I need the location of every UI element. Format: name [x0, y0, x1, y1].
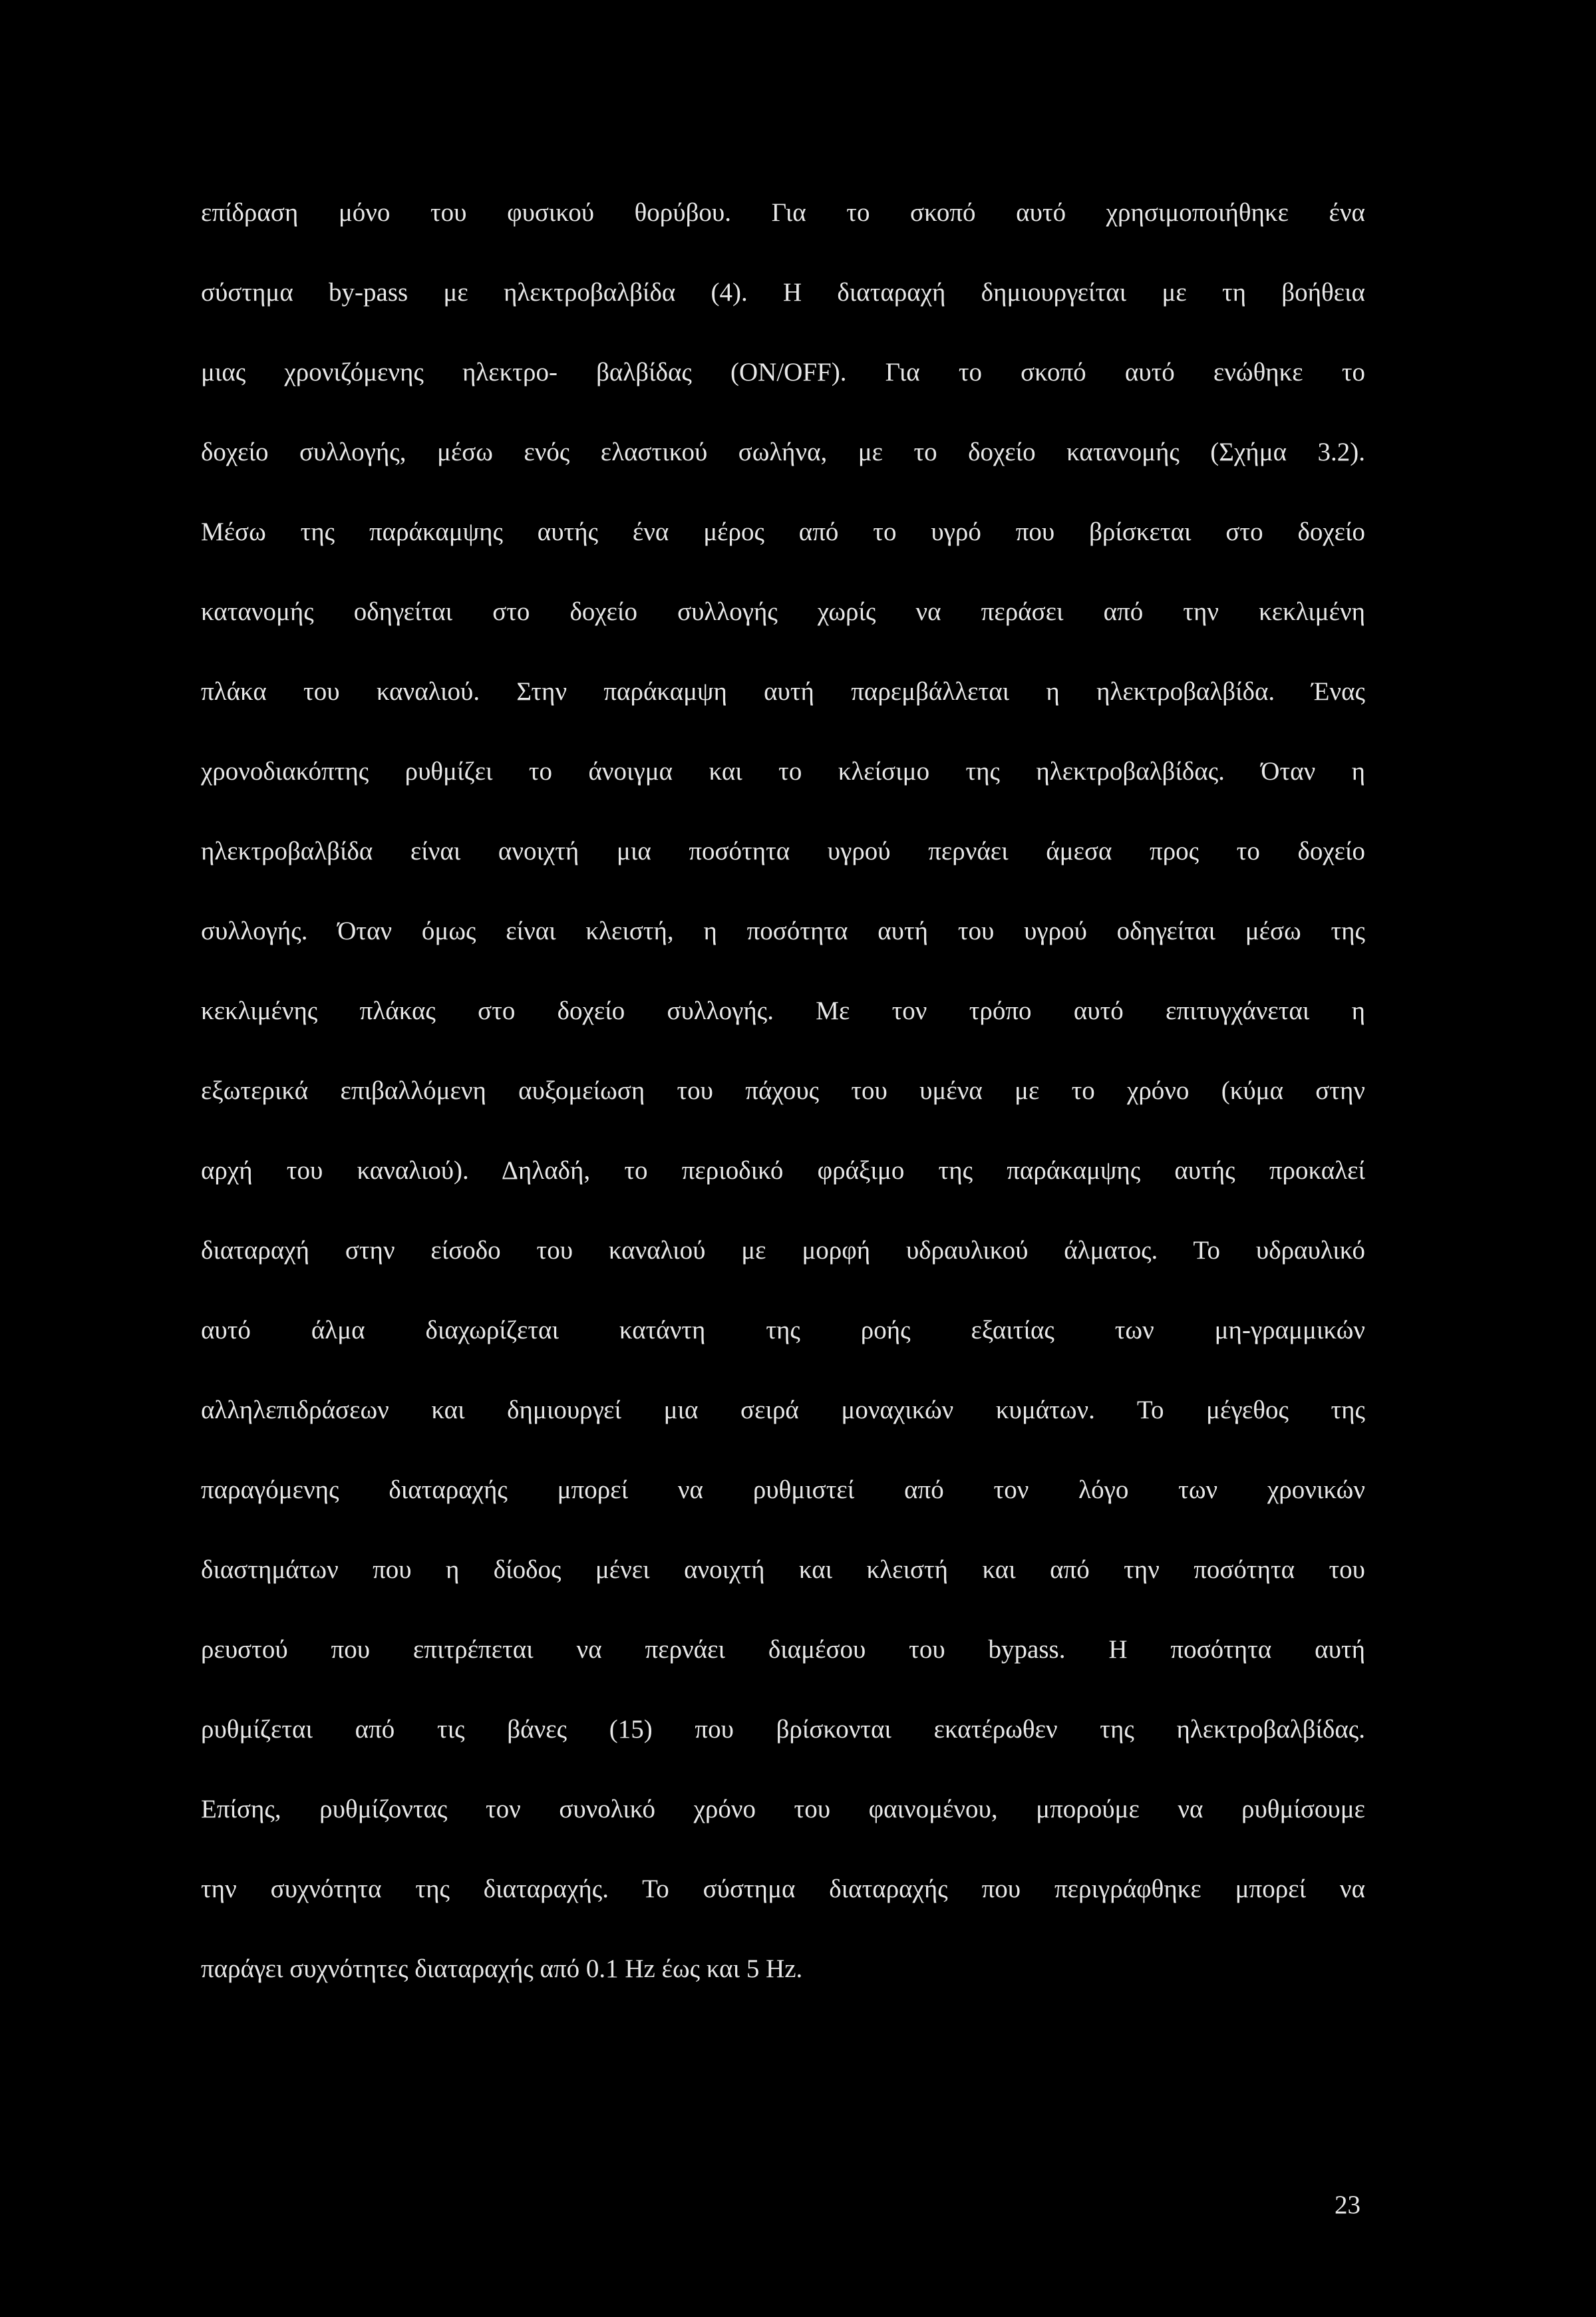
paragraph-line-20: ρυθμίζεται από τις βάνες (15) που βρίσκονται εκατέρωθεν της ηλεκτροβαλβίδας.: [201, 1715, 1365, 1744]
paragraph-line-2: σύστημα by-pass με ηλεκτροβαλβίδα (4). Η διαταραχή δημιουργείται με τη βοήθεια: [201, 278, 1365, 307]
paragraph-line-13: αρχή του καναλιού). Δηλαδή, το περιοδικό φράξιμο της παράκαμψης αυτής προκαλεί: [201, 1156, 1365, 1185]
paragraph-line-19: ρευστού που επιτρέπεται να περνάει διαμέσου του bypass. Η ποσότητα αυτή: [201, 1635, 1365, 1664]
paragraph-line-15: αυτό άλμα διαχωρίζεται κατάντη της ροής εξαιτίας των μη-γραμμικών: [201, 1316, 1365, 1344]
paragraph-line-18: διαστημάτων που η δίοδος μένει ανοιχτή και κλειστή και από την ποσότητα του: [201, 1555, 1365, 1584]
paragraph-line-21: Επίσης, ρυθμίζοντας τον συνολικό χρόνο του φαινομένου, μπορούμε να ρυθμίσουμε: [201, 1795, 1365, 1823]
body-paragraph: [201, 186, 1365, 2022]
paragraph-line-16: αλληλεπιδράσεων και δημιουργεί μια σειρά μοναχικών κυμάτων. Το μέγεθος της: [201, 1396, 1365, 1424]
paragraph-line-3: μιας χρονιζόμενης ηλεκτρο- βαλβίδας (ON/OFF). Για το σκοπό αυτό ενώθηκε το: [201, 358, 1365, 386]
paragraph-line-17: παραγόμενης διαταραχής μπορεί να ρυθμιστεί από τον λόγο των χρονικών: [201, 1475, 1365, 1504]
paragraph-line-6: κατανομής οδηγείται στο δοχείο συλλογής χωρίς να περάσει από την κεκλιμένη: [201, 597, 1365, 626]
page-number: 23: [1335, 2191, 1360, 2219]
paragraph-line-1: επίδραση μόνο του φυσικού θορύβου. Για το σκοπό αυτό χρησιμοποιήθηκε ένα: [201, 198, 1365, 227]
paragraph-line-4: δοχείο συλλογής, μέσω ενός ελαστικού σωλήνα, με το δοχείο κατανομής (Σχήμα 3.2).: [201, 438, 1365, 466]
paragraph-line-7: πλάκα του καναλιού. Στην παράκαμψη αυτή παρεμβάλλεται η ηλεκτροβαλβίδα. Ένας: [201, 677, 1365, 706]
paragraph-line-5: Μέσω της παράκαμψης αυτής ένα μέρος από το υγρό που βρίσκεται στο δοχείο: [201, 518, 1365, 546]
paragraph-line-10: συλλογής. Όταν όμως είναι κλειστή, η ποσότητα αυτή του υγρού οδηγείται μέσω της: [201, 917, 1365, 945]
paragraph-line-14: διαταραχή στην είσοδο του καναλιού με μορφή υδραυλικού άλματος. Το υδραυλικό: [201, 1236, 1365, 1265]
paragraph-line-23: παράγει συχνότητες διαταραχής από 0.1 Hz έως και 5 Hz.: [201, 1954, 803, 1983]
paragraph-line-11: κεκλιμένης πλάκας στο δοχείο συλλογής. Με τον τρόπο αυτό επιτυγχάνεται η: [201, 997, 1365, 1025]
paragraph-line-8: χρονοδιακόπτης ρυθμίζει το άνοιγμα και το κλείσιμο της ηλεκτροβαλβίδας. Όταν η: [201, 757, 1365, 786]
paragraph-line-12: εξωτερικά επιβαλλόμενη αυξομείωση του πάχους του υμένα με το χρόνο (κύμα στην: [201, 1076, 1365, 1105]
paragraph-line-22: την συχνότητα της διαταραχής. Το σύστημα διαταραχής που περιγράφθηκε μπορεί να: [201, 1875, 1365, 1903]
paragraph-line-9: ηλεκτροβαλβίδα είναι ανοιχτή μια ποσότητα υγρού περνάει άμεσα προς το δοχείο: [201, 837, 1365, 865]
